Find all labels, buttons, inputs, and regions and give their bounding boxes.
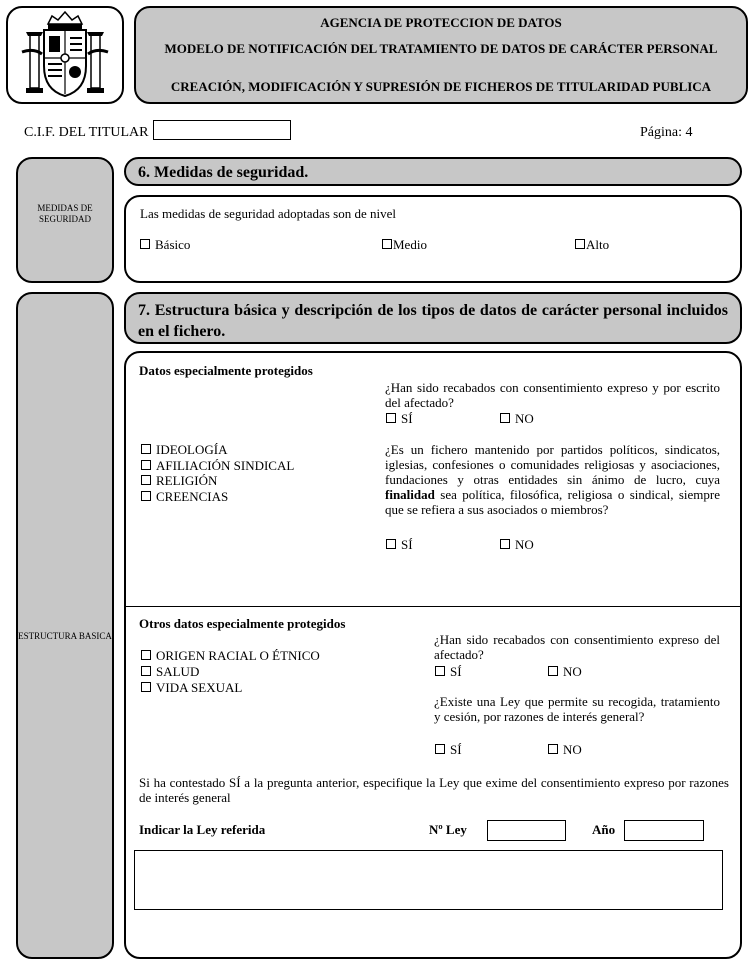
checkbox-icon [141, 491, 151, 501]
protected-q1: ¿Han sido recabados con consentimiento expreso y por escrito del afectado? [385, 380, 720, 410]
checkbox-icon [382, 239, 392, 249]
level-basico-checkbox[interactable]: Básico [140, 237, 190, 252]
checkbox-icon [141, 460, 151, 470]
year-label: Año [592, 822, 616, 837]
side-label-medidas: MEDIDAS DE SEGURIDAD [37, 203, 93, 224]
section-divider [126, 606, 740, 607]
law-text-input[interactable] [134, 850, 723, 910]
protected-q1-yes[interactable]: SÍ [386, 411, 413, 426]
check-origen-racial[interactable]: ORIGEN RACIAL O ÉTNICO [141, 648, 320, 663]
check-creencias[interactable]: CREENCIAS [141, 489, 228, 504]
cif-input[interactable] [153, 120, 291, 140]
section6-title: 6. Medidas de seguridad. [124, 157, 742, 186]
form-subtitle: CREACIÓN, MODIFICACIÓN Y SUPRESIÓN DE FICHEROS DE TITULARIDAD PUBLICA [170, 79, 712, 94]
checkbox-icon [141, 444, 151, 454]
other-q2: ¿Existe una Ley que permite su recogida, tratamiento y cesión, por razones de interés general? [434, 694, 720, 724]
spain-coat-of-arms-icon [8, 8, 122, 102]
agency-title: AGENCIA DE PROTECCION DE DATOS [320, 15, 562, 30]
logo-box [6, 6, 124, 104]
other-q1-no[interactable]: NO [548, 664, 582, 679]
level-medio-checkbox[interactable]: Medio [382, 237, 427, 252]
checkbox-icon [386, 539, 396, 549]
protected-q2-no[interactable]: NO [500, 537, 534, 552]
cif-label: C.I.F. DEL TITULAR [24, 125, 149, 140]
side-tab-medidas [16, 157, 114, 283]
other-data-heading: Otros datos especialmente protegidos [139, 616, 346, 631]
check-salud[interactable]: SALUD [141, 664, 199, 679]
check-ideologia[interactable]: IDEOLOGÍA [141, 442, 227, 457]
protected-q2: ¿Es un fichero mantenido por partidos políticos, sindicatos, iglesias, confesiones o comunidades religiosas y asociaciones, fundaciones y otras entidades sin ánimo de lucro, cuya finalidad sea política, filosófica, religiosa o sindical, siempre que se refiera a sus asociados o miembros? [385, 442, 720, 517]
checkbox-icon [575, 239, 585, 249]
specify-law-instructions: Si ha contestado SÍ a la pregunta anterior, especifique la Ley que exime del consentimiento expreso por razones de interés general [139, 775, 729, 805]
checkbox-icon [141, 650, 151, 660]
checkbox-icon [435, 744, 445, 754]
checkbox-icon [141, 682, 151, 692]
checkbox-icon [548, 744, 558, 754]
form-title: MODELO DE NOTIFICACIÓN DEL TRATAMIENTO DE DATOS DE CARÁCTER PERSONAL [164, 41, 718, 56]
section6-box [124, 195, 742, 283]
other-q2-yes[interactable]: SÍ [435, 742, 462, 757]
law-label: Indicar la Ley referida [139, 822, 266, 837]
header-title-box [134, 6, 748, 104]
side-tab-estructura [16, 292, 114, 959]
checkbox-icon [435, 666, 445, 676]
other-q1-yes[interactable]: SÍ [435, 664, 462, 679]
other-q2-no[interactable]: NO [548, 742, 582, 757]
checkbox-icon [386, 413, 396, 423]
protected-q2-yes[interactable]: SÍ [386, 537, 413, 552]
checkbox-icon [141, 666, 151, 676]
check-religion[interactable]: RELIGIÓN [141, 473, 217, 488]
year-input[interactable] [624, 820, 704, 841]
law-number-label: Nº Ley [429, 822, 467, 837]
checkbox-icon [500, 413, 510, 423]
side-label-estructura: ESTRUCTURA BASICA [18, 631, 112, 641]
section7-title: 7. Estructura básica y descripción de los tipos de datos de carácter personal incluidos en el fichero. [124, 292, 742, 344]
law-number-input[interactable] [487, 820, 566, 841]
check-afiliacion-sindical[interactable]: AFILIACIÓN SINDICAL [141, 458, 294, 473]
protected-q1-no[interactable]: NO [500, 411, 534, 426]
security-level-prompt: Las medidas de seguridad adoptadas son de nivel [140, 206, 396, 221]
checkbox-icon [500, 539, 510, 549]
level-alto-checkbox[interactable]: Alto [575, 237, 609, 252]
checkbox-icon [548, 666, 558, 676]
other-q1: ¿Han sido recabados con consentimiento expreso del afectado? [434, 632, 720, 662]
protected-data-heading: Datos especialmente protegidos [139, 363, 313, 378]
check-vida-sexual[interactable]: VIDA SEXUAL [141, 680, 242, 695]
checkbox-icon [140, 239, 150, 249]
checkbox-icon [141, 475, 151, 485]
page-number: Página: 4 [640, 125, 693, 140]
